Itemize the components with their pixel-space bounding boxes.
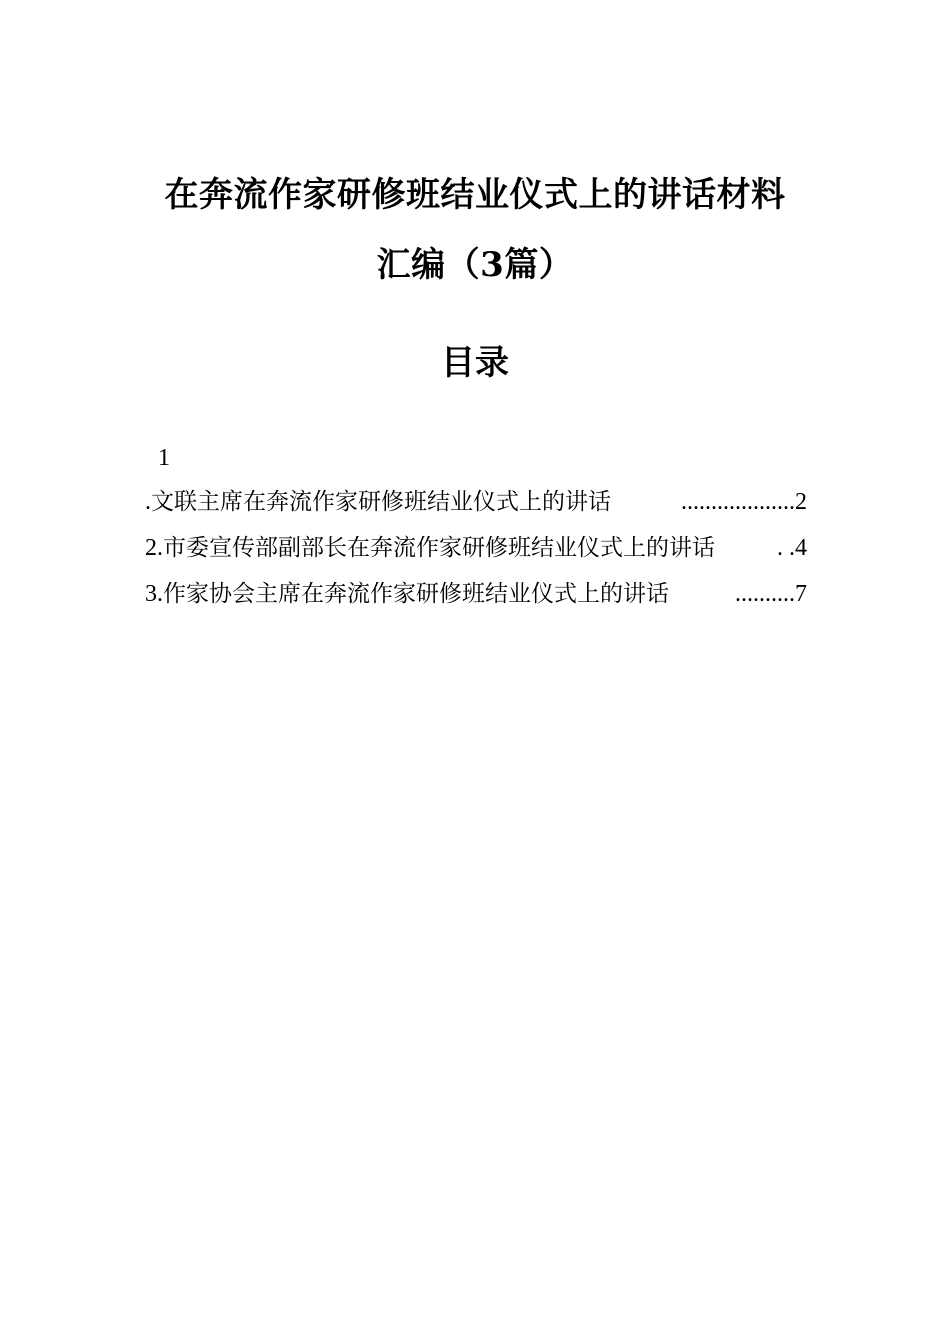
document-title-line-1: 在奔流作家研修班结业仪式上的讲话材料 [164, 175, 786, 215]
toc-entry-leader: . . [777, 536, 795, 560]
toc-entry-leader: .......... [735, 582, 795, 606]
toc-entry-text: 市委宣传部副部长在奔流作家研修班结业仪式上的讲话 [163, 535, 715, 561]
toc-entry[interactable] [145, 490, 807, 514]
toc-entry-prefix: 3. [145, 581, 163, 607]
toc-entry-prefix: . [145, 489, 151, 515]
toc-first-number: 1 [158, 445, 170, 471]
document-title-line-2: 汇编（3篇） [376, 245, 574, 285]
toc-entry-text: 文联主席在奔流作家研修班结业仪式上的讲话 [151, 489, 611, 515]
toc-entry-page-number: 2 [795, 489, 807, 515]
toc-heading: 目录 [441, 343, 509, 383]
toc-entry-page-number: 4 [795, 535, 807, 561]
toc-entry[interactable] [145, 536, 807, 560]
toc-entry-prefix: 2. [145, 535, 163, 561]
toc-entry-leader: ................... [681, 490, 795, 514]
toc-entry-text: 作家协会主席在奔流作家研修班结业仪式上的讲话 [163, 581, 669, 607]
toc-entry[interactable] [145, 582, 807, 606]
toc-entry-page-number: 7 [795, 581, 807, 607]
